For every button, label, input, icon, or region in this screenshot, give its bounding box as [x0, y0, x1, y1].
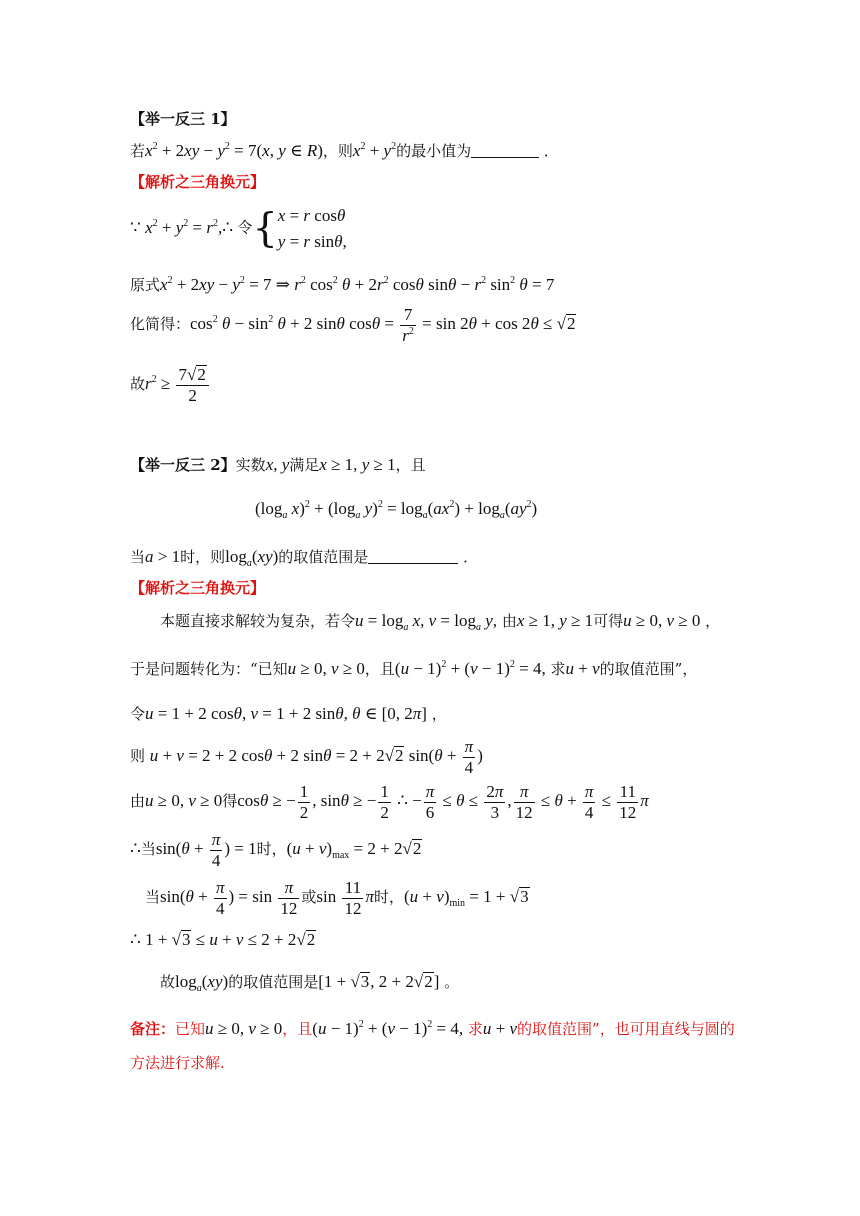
example-1-step-original: 原式$x^2 + 2xy - y^2 = 7$ ⇒ $r^2$ $\cos^2 \theta + 2r^2$ cosθ $\sin\theta - r^2$ $\sin^2 \theta = 7$ [130, 275, 555, 294]
answer-blank-1 [471, 143, 539, 158]
example-2-step-6: ∴当sin(θ + $\frac{\pi}{4}$ ) = 1时，$(u + v)_{max} = 2 + 2√2$ [130, 830, 422, 870]
answer-blank-2 [368, 549, 458, 564]
example-2-conclusion: 故$\log_a(xy)$的取值范围是[1 + √3, 2 + 2√2] 。 [160, 972, 460, 994]
example-2-step-4: 则 u + v = 2 + 2 cosθ + 2 sinθ = 2 + 2√2 sin(θ + $\frac{\pi}{4}$ ) [130, 737, 483, 777]
example-2-problem-line1: 【举一反三 2】实数x, y满足x ≥ 1, y ≥ 1，且 [130, 455, 426, 474]
example-2-question: 当a > 1时，则$\log_a(xy)$的取值范围是 ． [130, 547, 479, 569]
example-2-step-1: 本题直接求解较为复杂，若令$u = \log_a x$, $v = \log_a y$, 由x ≥ 1, y ≥ 1可得u ≥ 0, v ≥ 0 ， [160, 611, 721, 633]
note-line-2: 方法进行求解. [130, 1054, 225, 1072]
example-2-solution-header: 【解析之三角换元】 [130, 579, 266, 597]
example-1-solution-header: 【解析之三角换元】 [130, 173, 266, 191]
example-2-equation: ($\log_a$ $x)^2 + (\log_a$ $y)^2 = \log_a(ax^2) + \log_a(ay^2)$ [255, 499, 538, 521]
example-1-step-substitution: ∵ $x^2 + y^2$ = $r^2,\therefore$ 令{ x = r cosθ y = r sinθ, [130, 205, 347, 252]
example-1-step-simplify: 化简得：$\cos^2 \theta - \sin^2 \theta + 2$ sinθ cosθ = $\frac{7}{r^2}$ = sin 2θ + cos 2θ ≤ √2 [130, 305, 576, 345]
example-2-step-3: 令u = 1 + 2 cosθ, v = 1 + 2 sinθ, θ ∈ [0, 2π] ， [130, 704, 447, 723]
example-2-step-7: 当sin(θ + $\frac{\pi}{4}$ ) = sin $\frac{\pi}{12}$ 或sin $\frac{11}{12}$ π时，$(u + v)_{min} = 1 + √3$ [145, 878, 529, 918]
note-line-1: 备注：已知u ≥ 0, v ≥ 0，且$(u - 1)^2 + (v - 1)^2 = 4$, 求u + v的取值范围”，也可用直线与圆的 [130, 1019, 735, 1038]
example-2-step-2: 于是问题转化为：“已知u ≥ 0, v ≥ 0，且$(u - 1)^2 + (v - 1)^2 = 4$, 求u + v的取值范围”， [130, 659, 698, 678]
example-1-step-conclusion: 故$r^2$ ≥ $\frac{7√2}{2}$ [130, 365, 211, 405]
example-1-header: 【举一反三 1】 [130, 110, 236, 128]
example-2-step-5: 由u ≥ 0, v ≥ 0得cosθ ≥ − $\frac{1}{2}$ , sinθ ≥ − $\frac{1}{2}$ ∴ − $\frac{\pi}{6}$ ≤ θ ≤ $\frac{2\pi}{3}$ , $\frac{\pi}{12}$ ≤ θ + $\frac{\pi}{4}$ ≤ $\frac{11}{12}$ π [130, 782, 649, 822]
example-2-step-8: ∴ 1 + √3 ≤ u + v ≤ 2 + 2√2 [130, 930, 316, 949]
example-1-problem: 若$x^2 + 2xy - y^2 = 7(x$, y ∈ R)，则$x^2 + y^2$的最小值为 ． [130, 141, 559, 160]
